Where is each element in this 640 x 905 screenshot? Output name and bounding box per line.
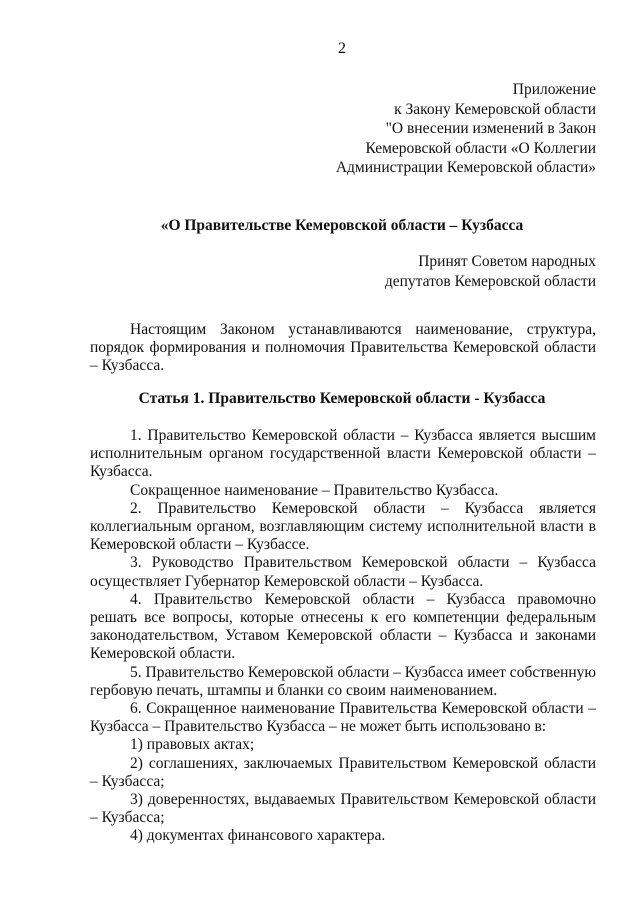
appendix-line: Приложение	[512, 81, 596, 98]
appendix-line: Кемеровской области «О Коллегии	[365, 139, 596, 157]
paragraph: 4. Правительство Кемеровской области – Кузбасса правомочно решать все вопросы, которые отнесены к его компетенции федеральным законодательством, Уставом Кемеровской области – Кузбасса и законами Кемеровской области.	[90, 590, 596, 663]
paragraph: 2. Правительство Кемеровской области – Кузбасса является коллегиальным органом, возглавляющим систему исполнительной власти в Кемеровской области – Кузбассе.	[90, 499, 596, 554]
preamble: Настоящим Законом устанавливаются наименование, структура, порядок формирования и полномочия Правительства Кемеровской области – Кузбасса.	[90, 321, 596, 375]
article-heading: Статья 1. Правительство Кемеровской области - Кузбасса	[138, 390, 546, 407]
paragraph: Сокращенное наименование – Правительство Кузбасса.	[130, 481, 499, 499]
appendix-line: к Закону Кемеровской области	[394, 100, 596, 118]
page-number: 2	[338, 40, 346, 57]
paragraph: 5. Правительство Кемеровской области – Кузбасса имеет собственную гербовую печать, штампы и бланки со своим наименованием.	[90, 663, 597, 699]
appendix-line: "О внесении изменений в Закон	[385, 120, 596, 137]
law-title: «О Правительстве Кемеровской области – Кузбасса	[160, 217, 524, 234]
paragraph: 6. Сокращенное наименование Правительства Кемеровской области – Кузбасса – Правительство Кузбасса – не может быть использовано в:	[90, 700, 596, 736]
adopted-line: Принят Советом народных	[418, 253, 596, 270]
list-item: 3) доверенностях, выдаваемых Правительством Кемеровской области – Кузбасса;	[90, 791, 596, 827]
appendix-block	[336, 80, 596, 178]
article-body	[90, 427, 596, 846]
adopted-block	[385, 252, 596, 291]
list-item: 1) правовых актах;	[130, 736, 255, 754]
list-item: 4) документах финансового характера.	[130, 827, 386, 845]
appendix-line: Администрации Кемеровской области»	[335, 159, 596, 176]
paragraph: 1. Правительство Кемеровской области – Кузбасса является высшим исполнительным органом государственной власти Кемеровской области – Кузбасса.	[90, 427, 596, 481]
list-item: 2) соглашениях, заключаемых Правительством Кемеровской области – Кузбасса;	[90, 754, 596, 790]
paragraph: 3. Руководство Правительством Кемеровской области – Кузбасса осуществляет Губернатор Кемеровской области – Кузбасса.	[90, 554, 596, 590]
adopted-line: депутатов Кемеровской области	[384, 272, 596, 290]
